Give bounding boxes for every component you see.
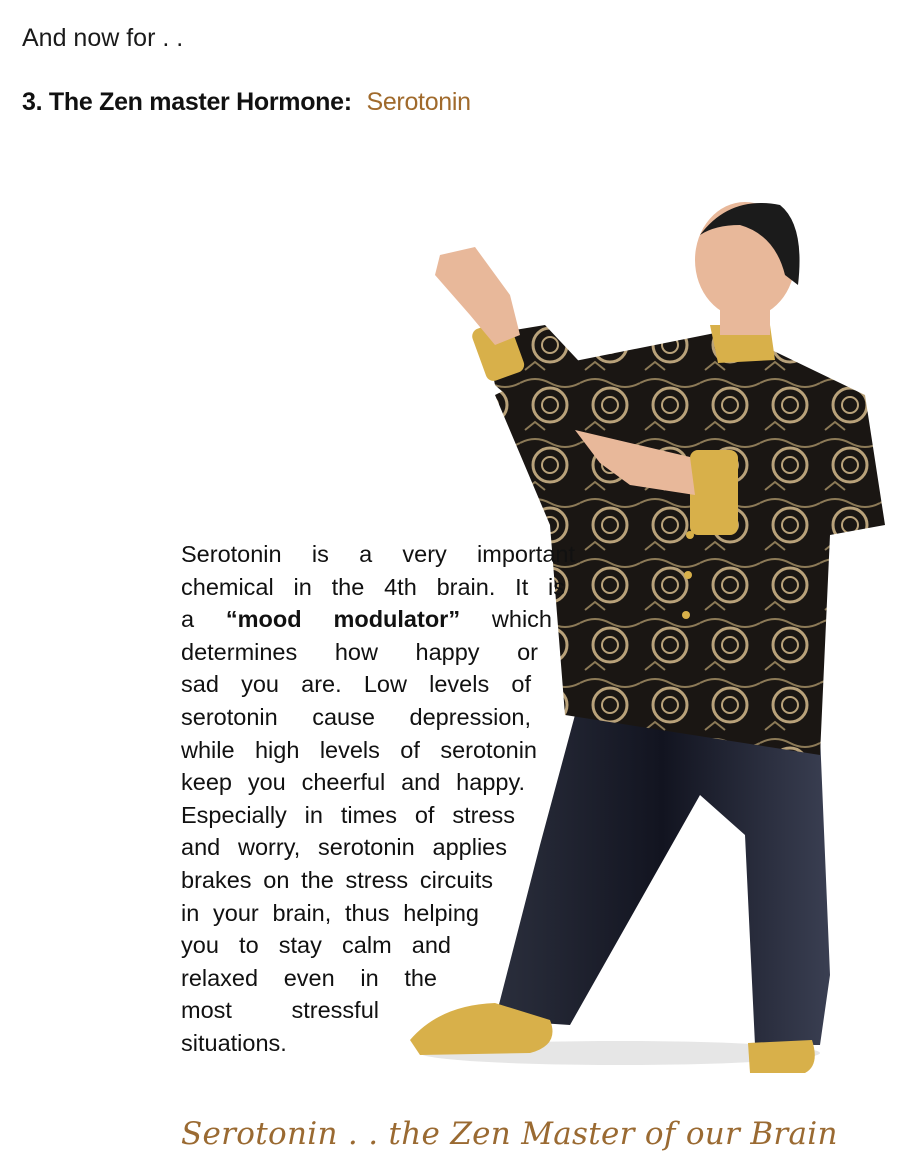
body-line: relaxed even in the [181, 964, 437, 991]
intro-text: And now for . . [22, 24, 184, 52]
section-heading [22, 88, 471, 117]
body-line: while high levels of serotonin [181, 736, 537, 763]
body-line: situations. [181, 1029, 287, 1056]
body-line: keep you cheerful and happy. [181, 769, 525, 796]
body-line: you to stay calm and [181, 932, 451, 959]
body-line: and worry, serotonin applies [181, 834, 507, 861]
body-line-emphasis: a “mood modulator” which [181, 606, 552, 633]
heading-number: 3. [22, 88, 43, 116]
body-line: serotonin cause depression, [181, 703, 531, 730]
body-line: chemical in the 4th brain. It is [181, 573, 565, 600]
body-line: Serotonin is a very important [181, 541, 575, 567]
right-shoe [748, 1040, 815, 1073]
heading-title: The Zen master Hormone: [48, 88, 352, 116]
body-line: most stressful [181, 997, 379, 1024]
body-line: sad you are. Low levels of [181, 671, 531, 698]
mood-modulator-emphasis: “mood modulator” [225, 606, 461, 633]
body-line: in your brain, thus helping [181, 899, 479, 926]
body-line: brakes on the stress circuits [181, 866, 493, 893]
body-line: determines how happy or [181, 638, 538, 665]
body-paragraph [181, 538, 575, 1060]
body-line: Especially in times of stress [181, 801, 515, 828]
caption: Serotonin . . the Zen Master of our Brain [181, 1116, 838, 1152]
heading-accent: Serotonin [366, 88, 471, 116]
